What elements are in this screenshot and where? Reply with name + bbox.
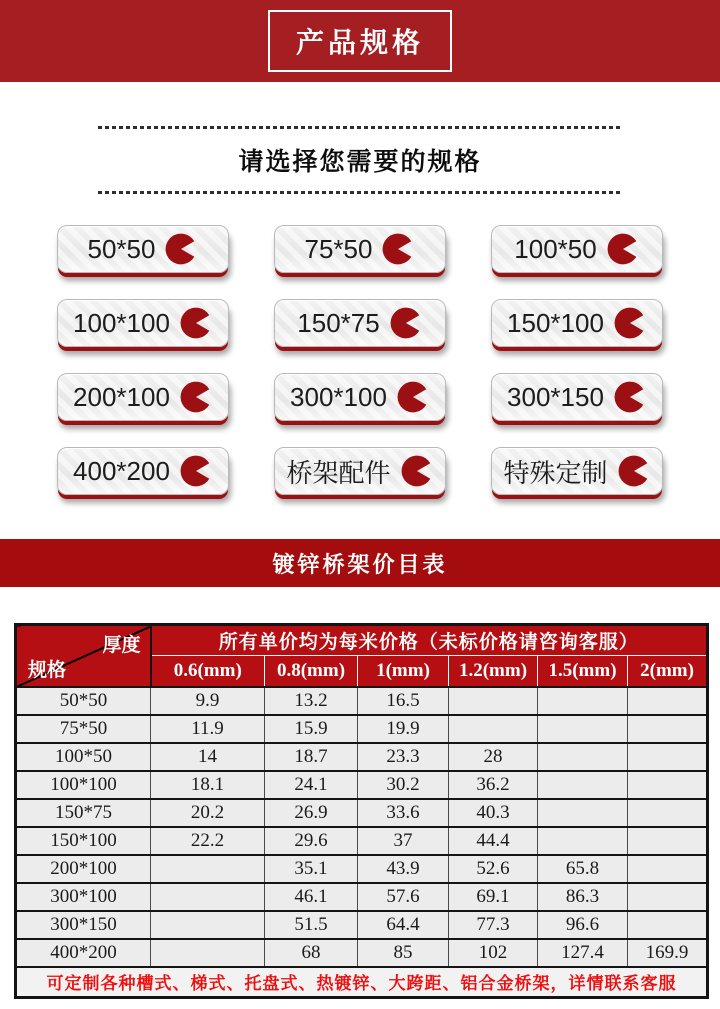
price-cell [628,799,708,827]
price-list-title: 镀锌桥架价目表 [272,551,448,577]
price-cell [538,687,628,715]
spec-button-label: 50*50 [87,233,156,264]
spec-button-label: 300*150 [507,381,604,412]
pie-icon [164,232,198,266]
spec-button-100x100[interactable] [57,299,229,347]
price-cell: 18.7 [265,743,358,771]
price-cell: 29.6 [265,827,358,855]
price-cell [538,743,628,771]
table-row [16,827,708,855]
page-title: 产品规格 [268,10,452,72]
price-cell: 44.4 [449,827,538,855]
spec-button-label: 300*100 [290,381,387,412]
table-row [16,939,708,967]
pie-icon [617,454,651,488]
spec-cell: 300*150 [16,911,151,939]
price-cell [628,771,708,799]
price-cell [628,743,708,771]
price-cell: 19.9 [358,715,449,743]
pie-icon [179,380,213,414]
col-header-1-5mm: 1.5(mm) [538,656,628,687]
price-cell: 13.2 [265,687,358,715]
price-cell: 69.1 [449,883,538,911]
table-footnote-row [16,967,708,998]
spec-button-150x75[interactable] [274,299,446,347]
corner-label-thickness: 厚度 [102,635,141,656]
price-cell [628,715,708,743]
spec-cell: 300*100 [16,883,151,911]
price-cell: 169.9 [628,939,708,967]
price-cell: 36.2 [449,771,538,799]
spec-cell: 75*50 [16,715,151,743]
price-cell: 20.2 [151,799,265,827]
price-cell: 68 [265,939,358,967]
spec-button-50x50[interactable] [57,225,229,273]
pie-icon [396,380,430,414]
price-cell [151,911,265,939]
top-banner [0,0,720,82]
table-footnote: 可定制各种槽式、梯式、托盘式、热镀锌、大跨距、铝合金桥架，详情联系客服 [16,967,708,998]
price-cell: 14 [151,743,265,771]
price-cell [538,799,628,827]
price-cell: 102 [449,939,538,967]
pie-icon [400,454,434,488]
price-cell: 37 [358,827,449,855]
pie-icon [613,306,647,340]
spec-button-75x50[interactable] [274,225,446,273]
col-header-1mm: 1(mm) [358,656,449,687]
price-cell: 57.6 [358,883,449,911]
price-cell: 18.1 [151,771,265,799]
col-header-0-6mm: 0.6(mm) [151,656,265,687]
price-cell: 24.1 [265,771,358,799]
price-cell [151,855,265,883]
spec-cell: 200*100 [16,855,151,883]
spec-button-label: 200*100 [73,381,170,412]
price-cell: 96.6 [538,911,628,939]
spec-button-label: 特殊定制 [503,457,608,488]
dashed-divider-bottom [98,191,622,194]
price-cell [538,715,628,743]
spec-button-150x100[interactable] [491,299,663,347]
table-row [16,883,708,911]
spec-button-label: 100*50 [514,233,597,264]
price-cell: 77.3 [449,911,538,939]
price-cell [151,883,265,911]
col-header-1-2mm: 1.2(mm) [449,656,538,687]
bottom-spacer [0,999,720,1009]
price-cell: 65.8 [538,855,628,883]
price-cell: 23.3 [358,743,449,771]
price-cell: 28 [449,743,538,771]
spec-button-label: 150*75 [297,307,380,338]
dashed-divider-top [98,126,622,129]
table-row [16,855,708,883]
table-merged-header: 所有单价均为每米价格（未标价格请咨询客服） [151,625,708,656]
corner-label-spec: 规格 [28,659,67,681]
price-cell [628,827,708,855]
table-row [16,799,708,827]
price-cell: 26.9 [265,799,358,827]
price-cell: 52.6 [449,855,538,883]
table-row [16,743,708,771]
price-cell [628,911,708,939]
price-cell: 43.9 [358,855,449,883]
spec-button-accessories[interactable] [274,447,446,495]
pie-icon [389,306,423,340]
col-header-2mm: 2(mm) [628,656,708,687]
price-list-banner [0,539,720,587]
spec-cell: 400*200 [16,939,151,967]
spec-button-100x50[interactable] [491,225,663,273]
spec-cell: 100*100 [16,771,151,799]
spec-cell: 50*50 [16,687,151,715]
select-spec-heading: 请选择您需要的规格 [238,148,482,176]
spec-button-label: 400*200 [73,455,170,486]
price-cell [449,687,538,715]
spec-button-300x100[interactable] [274,373,446,421]
pie-icon [179,454,213,488]
price-cell [628,687,708,715]
price-cell: 9.9 [151,687,265,715]
price-cell: 22.2 [151,827,265,855]
price-cell [628,855,708,883]
spec-cell: 150*100 [16,827,151,855]
col-header-0-8mm: 0.8(mm) [265,656,358,687]
price-cell [151,939,265,967]
spec-button-custom[interactable] [491,447,663,495]
spec-button-grid [57,225,663,495]
price-cell: 127.4 [538,939,628,967]
table-row [16,687,708,715]
spec-cell: 100*50 [16,743,151,771]
table-corner-cell [16,625,151,687]
price-cell [449,715,538,743]
price-cell: 15.9 [265,715,358,743]
price-cell [538,827,628,855]
price-cell: 33.6 [358,799,449,827]
pie-icon [606,232,640,266]
table-row [16,911,708,939]
price-cell [538,771,628,799]
price-cell: 86.3 [538,883,628,911]
spec-button-200x100[interactable] [57,373,229,421]
price-cell: 46.1 [265,883,358,911]
pie-icon [381,232,415,266]
price-cell: 64.4 [358,911,449,939]
spec-button-label: 100*100 [73,307,170,338]
spec-button-label: 75*50 [304,233,373,264]
pie-icon [613,380,647,414]
spec-button-label: 150*100 [507,307,604,338]
pie-icon [179,306,213,340]
spec-cell: 150*75 [16,799,151,827]
price-cell: 11.9 [151,715,265,743]
price-cell: 30.2 [358,771,449,799]
table-row [16,771,708,799]
spec-button-300x150[interactable] [491,373,663,421]
price-cell: 40.3 [449,799,538,827]
price-table [14,623,709,999]
spec-button-400x200[interactable] [57,447,229,495]
price-cell: 16.5 [358,687,449,715]
price-cell: 51.5 [265,911,358,939]
price-cell: 85 [358,939,449,967]
price-cell [628,883,708,911]
price-cell: 35.1 [265,855,358,883]
table-row [16,715,708,743]
spec-button-label: 桥架配件 [286,457,391,488]
